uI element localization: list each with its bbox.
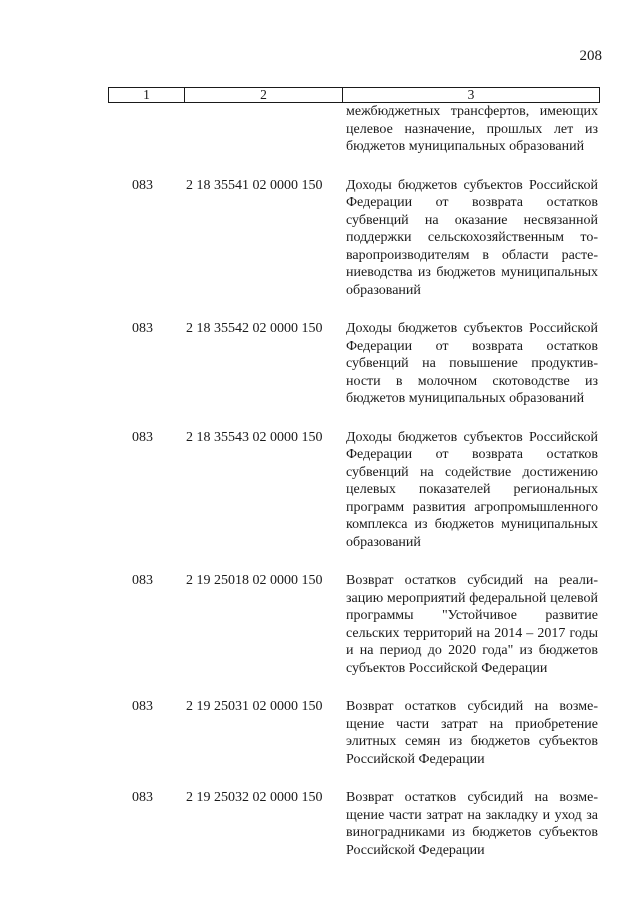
admin-code: 083 xyxy=(132,790,153,805)
revenue-name: Доходы бюджетов субъектов Российской Федерации от возврата остатков субвенций на содействие достижению целевых показателей региональных программ развития агропромышленного комплекса из бюджетов муниципальных образований xyxy=(346,429,598,550)
table-row xyxy=(0,177,640,300)
header-col-3: 3 xyxy=(467,87,475,102)
table-header xyxy=(108,87,600,103)
table-row xyxy=(0,320,640,408)
revenue-name: Возврат остатков субсидий на реализацию мероприятий федеральной целевой программы "Устойчивое развитие сельских территорий на 2014 – 2017 годы и на период до 2020 года" из бюджетов субъектов Российской Федерации xyxy=(346,573,598,676)
revenue-name: Доходы бюджетов субъектов Российской Федерации от возврата остатков субвенций на повышение продуктивности в молочном скотоводстве из бюджетов муниципальных образований xyxy=(346,321,598,406)
revenue-name: Возврат остатков субсидий на возмещение части затрат на закладку и уход за виноградниками из бюджетов субъектов Российской Федерации xyxy=(346,790,598,858)
revenue-name: Доходы бюджетов субъектов Российской Федерации от возврата остатков субвенций на оказание несвязанной поддержки сельскохозяйственным товаропроизводителям в области растениеводства из бюджетов муниципальных образований xyxy=(346,177,598,298)
table-row xyxy=(0,429,640,552)
budget-code: 2 18 35541 02 0000 150 xyxy=(186,177,323,193)
revenue-name: межбюджетных трансфертов, имеющих целевое назначение, прошлых лет из бюджетов муниципальных образований xyxy=(346,104,598,154)
revenue-name: Возврат остатков субсидий на возмещение части затрат на приобретение элитных семян из бюджетов субъектов Российской Федерации xyxy=(346,699,598,767)
admin-code: 083 xyxy=(132,699,153,714)
table-row xyxy=(0,789,640,859)
admin-code: 083 xyxy=(132,177,153,193)
admin-code: 083 xyxy=(132,429,153,445)
budget-code: 2 19 25018 02 0000 150 xyxy=(186,573,323,588)
budget-code: 2 19 25031 02 0000 150 xyxy=(186,699,323,714)
header-col-1: 1 xyxy=(109,88,185,102)
admin-code: 083 xyxy=(132,321,153,336)
header-col-2: 2 xyxy=(185,88,343,102)
budget-code: 2 18 35542 02 0000 150 xyxy=(186,321,323,336)
budget-code: 2 19 25032 02 0000 150 xyxy=(186,790,323,805)
table-body xyxy=(0,103,640,859)
budget-code: 2 18 35543 02 0000 150 xyxy=(186,429,323,445)
page-number: 208 xyxy=(579,48,602,64)
table-row xyxy=(0,572,640,677)
admin-code: 083 xyxy=(132,573,153,588)
table-row xyxy=(0,103,640,156)
table-row xyxy=(0,698,640,768)
